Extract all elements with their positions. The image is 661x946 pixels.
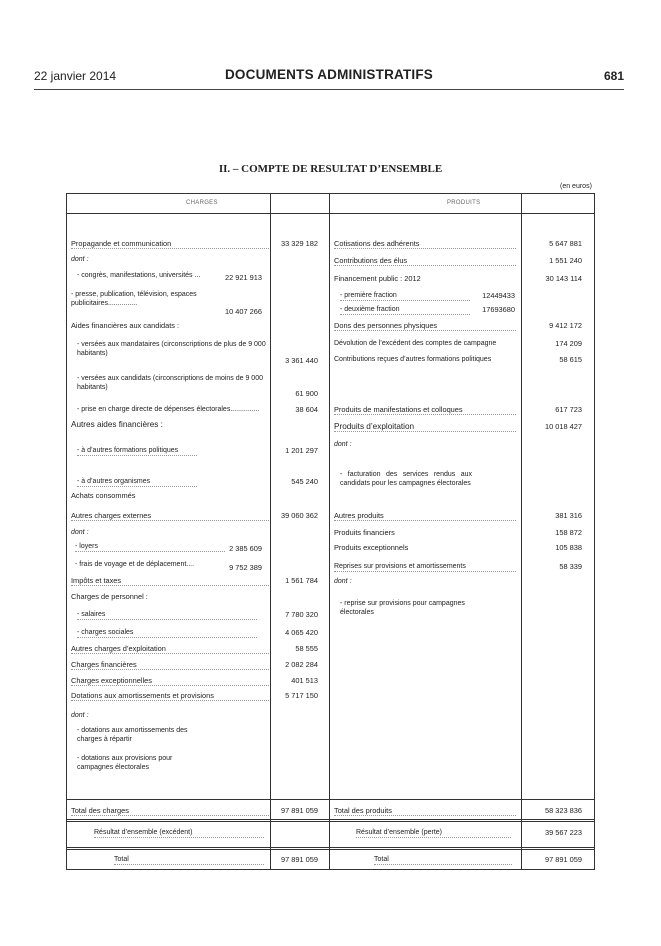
charges-heading: CHARGES bbox=[186, 200, 218, 206]
impots-label: Impôts et taxes bbox=[71, 576, 269, 586]
dont-label: dont : bbox=[71, 529, 89, 536]
exploitation-label: Produits d’exploitation bbox=[334, 422, 516, 432]
mandataires-label: - versées aux mandataires (circonscriptions de plus de 9 000 habitants) bbox=[77, 341, 266, 357]
autres-produits-label: Autres produits bbox=[334, 511, 516, 521]
sociales-label: - charges sociales bbox=[77, 628, 257, 638]
grand-total-rule-double bbox=[67, 849, 594, 850]
formations-value: 1 201 297 bbox=[285, 446, 318, 455]
page-number: 681 bbox=[603, 69, 624, 83]
salaires-label: - salaires bbox=[77, 610, 257, 620]
deuxieme-fraction-value: 17693680 bbox=[482, 305, 515, 314]
resultat-perte-label: Résultat d’ensemble (perte) bbox=[356, 828, 511, 838]
exceptionnelles-value: 401 513 bbox=[291, 676, 318, 685]
impots-value: 1 561 784 bbox=[285, 576, 318, 585]
financieres-label: Charges financières bbox=[71, 660, 269, 670]
contributions-elus-value: 1 551 240 bbox=[549, 256, 582, 265]
cotisations-label: Cotisations des adhérents bbox=[334, 239, 516, 249]
financieres-value: 2 082 284 bbox=[285, 660, 318, 669]
autres-aides-label: Autres aides financières : bbox=[71, 420, 163, 429]
dont-label: dont : bbox=[334, 578, 352, 585]
dont-label: dont : bbox=[334, 441, 352, 448]
manifestations-label: Produits de manifestations et colloques bbox=[334, 405, 516, 415]
presse-value: 10 407 266 bbox=[225, 307, 262, 316]
prise-value: 38 604 bbox=[295, 405, 318, 414]
achats-label: Achats consommés bbox=[71, 491, 136, 500]
header-title: DOCUMENTS ADMINISTRATIFS bbox=[224, 67, 434, 82]
cotisations-value: 5 647 881 bbox=[549, 239, 582, 248]
facturation-label: - facturation des services rendus aux candidats pour les campagnes électorales bbox=[340, 471, 472, 487]
resultat-perte-value: 39 567 223 bbox=[545, 828, 582, 837]
produits-value-divider bbox=[521, 194, 522, 869]
sociales-value: 4 065 420 bbox=[285, 628, 318, 637]
dot-prov-label: - dotations aux provisions pour campagnes électorales bbox=[77, 755, 173, 771]
devolution-value: 174 209 bbox=[555, 339, 582, 348]
produits-exceptionnels-label: Produits exceptionnels bbox=[334, 543, 409, 552]
center-divider bbox=[329, 194, 330, 869]
dont-label: dont : bbox=[71, 712, 89, 719]
loyers-value: 2 385 609 bbox=[229, 544, 262, 553]
page-header bbox=[34, 67, 624, 90]
aides-label: Aides financières aux candidats : bbox=[71, 321, 180, 330]
total-charges-value: 97 891 059 bbox=[281, 806, 318, 815]
contrib-formations-label: Contributions reçues d’autres formations politiques bbox=[334, 356, 492, 363]
grand-total-produits-label: Total bbox=[374, 855, 512, 865]
frais-value: 9 752 389 bbox=[229, 563, 262, 572]
dotations-value: 5 717 150 bbox=[285, 691, 318, 700]
organismes-value: 545 240 bbox=[291, 477, 318, 486]
manifestations-value: 617 723 bbox=[555, 405, 582, 414]
autres-externes-value: 39 060 362 bbox=[281, 511, 318, 520]
congres-label: - congrès, manifestations, universités ... bbox=[77, 272, 201, 279]
reprises-value: 58 339 bbox=[559, 562, 582, 571]
total-charges-label: Total des charges bbox=[71, 806, 269, 816]
candidats-label: - versées aux candidats (circonscriptions de moins de 9 000 habitants) bbox=[77, 375, 263, 391]
dotations-label: Dotations aux amortissements et provisions bbox=[71, 691, 269, 701]
propagande-value: 33 329 182 bbox=[281, 239, 318, 248]
autres-expl-value: 58 555 bbox=[295, 644, 318, 653]
prise-label: - prise en charge directe de dépenses électorales............... bbox=[77, 406, 260, 413]
result-rule-double bbox=[67, 821, 594, 822]
organismes-label: - à d’autres organismes bbox=[77, 477, 197, 487]
personnel-label: Charges de personnel : bbox=[71, 592, 148, 601]
produits-financiers-value: 158 872 bbox=[555, 528, 582, 537]
dons-label: Dons des personnes physiques bbox=[334, 321, 516, 331]
produits-exceptionnels-value: 105 838 bbox=[555, 543, 582, 552]
mandataires-value: 3 361 440 bbox=[285, 356, 318, 365]
financement-label: Financement public : 2012 bbox=[334, 274, 421, 283]
propagande-label: Propagande et communication bbox=[71, 239, 269, 249]
section-title: II. – COMPTE DE RESULTAT D’ENSEMBLE bbox=[218, 163, 443, 175]
total-rule bbox=[67, 799, 594, 800]
total-produits-label: Total des produits bbox=[334, 806, 516, 816]
congres-value: 22 921 913 bbox=[225, 273, 262, 282]
grand-total-produits-value: 97 891 059 bbox=[545, 855, 582, 864]
resultat-excedent-label: Résultat d’ensemble (excédent) bbox=[94, 828, 264, 838]
dons-value: 9 412 172 bbox=[549, 321, 582, 330]
premiere-fraction-value: 12449433 bbox=[482, 291, 515, 300]
formations-label: - à d’autres formations politiques bbox=[77, 446, 197, 456]
grand-total-charges-label: Total bbox=[114, 855, 264, 865]
autres-expl-label: Autres charges d’exploitation bbox=[71, 644, 269, 654]
exploitation-value: 10 018 427 bbox=[545, 422, 582, 431]
reprises-label: Reprises sur provisions et amortissements bbox=[334, 562, 516, 572]
grand-total-charges-value: 97 891 059 bbox=[281, 855, 318, 864]
result-rule-top bbox=[67, 819, 594, 820]
loyers-label: - loyers bbox=[75, 542, 225, 552]
header-rule bbox=[67, 213, 594, 214]
grand-total-rule bbox=[67, 847, 594, 848]
devolution-label: Dévolution de l’excédent des comptes de campagne bbox=[334, 340, 497, 347]
total-produits-value: 58 323 836 bbox=[545, 806, 582, 815]
dont-label: dont : bbox=[71, 256, 89, 263]
unit-label: (en euros) bbox=[560, 183, 592, 190]
financement-value: 30 143 114 bbox=[545, 274, 582, 283]
header-date: 22 janvier 2014 bbox=[34, 69, 117, 83]
candidats-value: 61 900 bbox=[295, 389, 318, 398]
deuxieme-fraction-label: - deuxième fraction bbox=[340, 305, 470, 315]
presse-label: - presse, publication, télévision, espaces publicitaires............... bbox=[71, 291, 197, 307]
autres-externes-label: Autres charges externes bbox=[71, 511, 269, 521]
contributions-elus-label: Contributions des élus bbox=[334, 256, 516, 266]
frais-label: - frais de voyage et de déplacement.... bbox=[75, 561, 195, 568]
premiere-fraction-label: - première fraction bbox=[340, 291, 470, 301]
autres-produits-value: 381 316 bbox=[555, 511, 582, 520]
contrib-formations-value: 58 615 bbox=[559, 355, 582, 364]
dot-charges-label: - dotations aux amortissements des charges à répartir bbox=[77, 727, 188, 743]
exceptionnelles-label: Charges exceptionnelles bbox=[71, 676, 269, 686]
salaires-value: 7 780 320 bbox=[285, 610, 318, 619]
produits-financiers-label: Produits financiers bbox=[334, 528, 395, 537]
reprise-prov-label: - reprise sur provisions pour campagnes électorales bbox=[340, 600, 465, 616]
charges-value-divider bbox=[270, 194, 271, 869]
produits-heading: PRODUITS bbox=[447, 200, 481, 206]
